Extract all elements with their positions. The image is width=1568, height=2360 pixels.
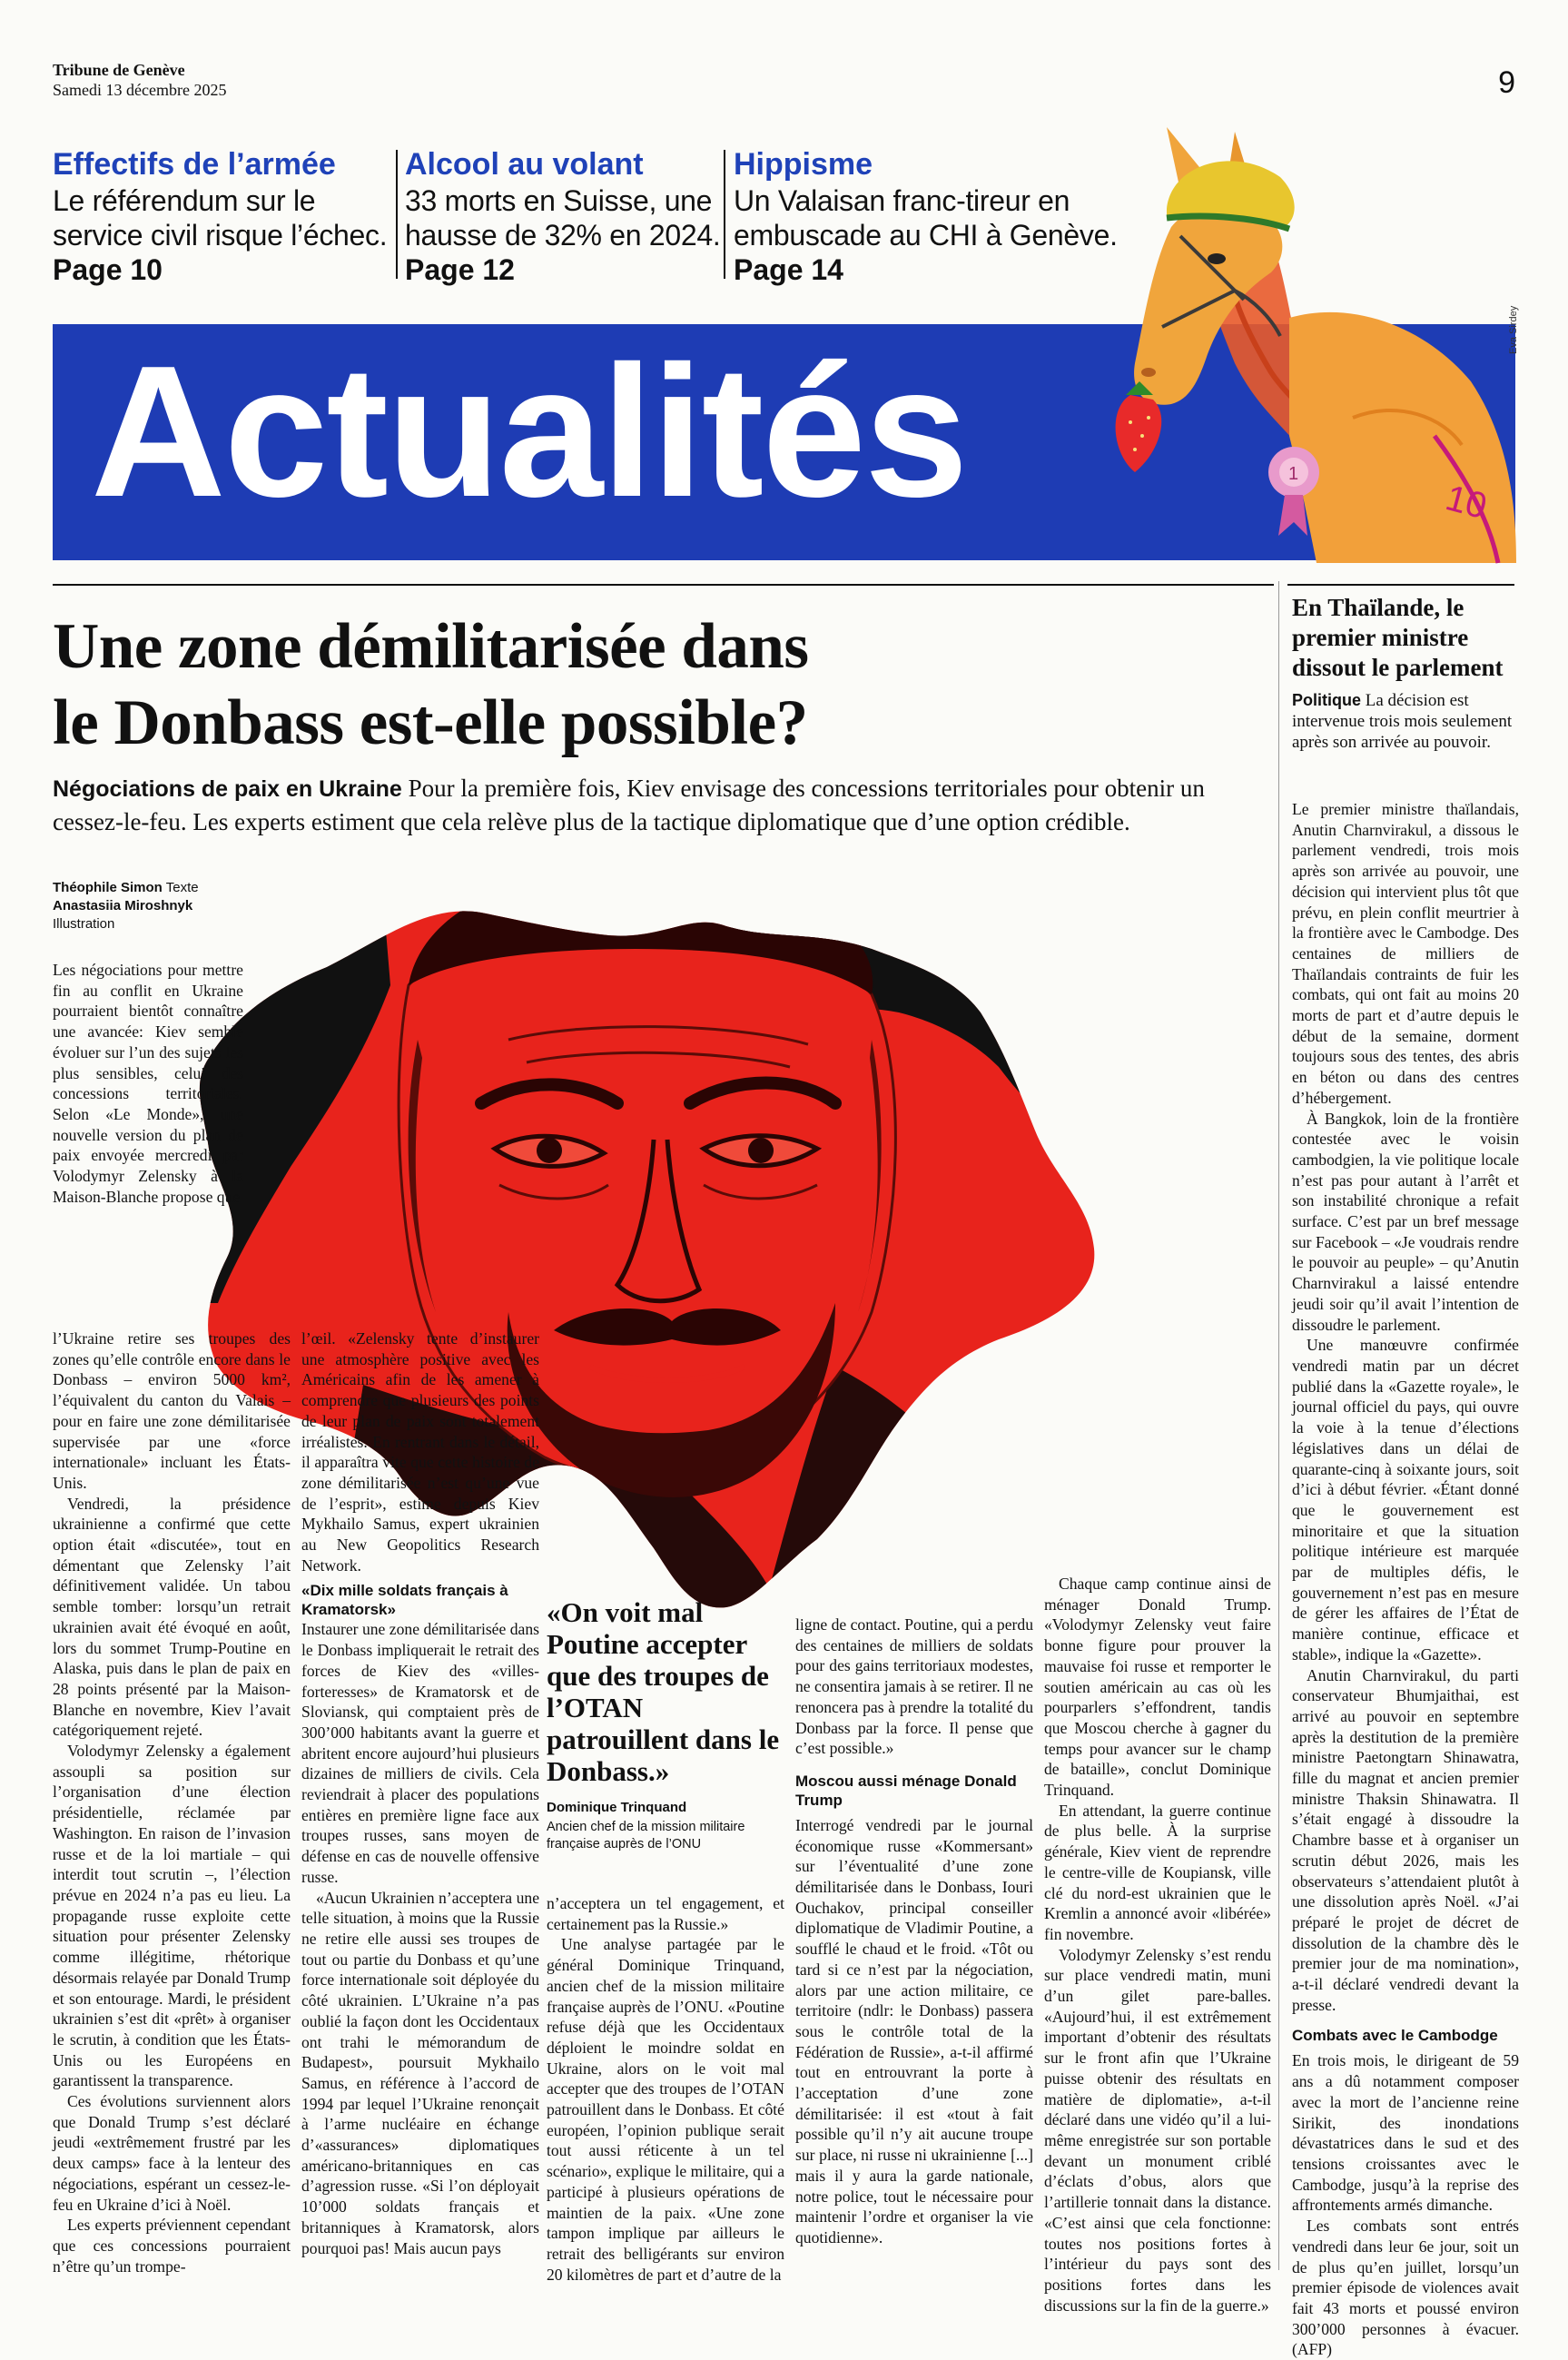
column-separator	[1278, 581, 1279, 2270]
teaser-page: Page 10	[53, 253, 163, 286]
paragraph: Une manœuvre confirmée vendredi matin par un décret publié dans la «Gazette royale», le journal officiel du pays, qui ouvre la voie à la tenue d’élections législatives dans un délai de quarante-cinq à soixante jours, soit d’ici à début février. «Étant donné que le gouvernement est minoritaire et que la situation politique intérieure est marquée par de multiples défis, le gouvernement n’est pas en mesure de gérer les affaires de l’État de manière continue, efficace et stable», indique la «Gazette».	[1292, 1336, 1519, 1664]
teaser-kicker: Effectifs de l’armée	[53, 147, 336, 182]
article-lead	[53, 772, 1274, 838]
teaser-kicker: Hippisme	[734, 147, 873, 182]
article-headline	[53, 608, 1278, 761]
section-rule	[53, 584, 1274, 586]
article-col5	[1044, 1574, 1271, 2316]
teaser-text: Le référendum sur le service civil risque l’échec.	[53, 184, 388, 252]
article-col3	[547, 1893, 784, 2285]
lead-text: Pour la première fois, Kiev envisage des concessions territoriales pour obtenir un cessez-le-feu. Les experts estiment que cela relève plus de la tactique diplomatique que d’une option crédible.	[53, 775, 1205, 835]
section-title: Actualités	[91, 327, 967, 536]
paragraph: Volodymyr Zelensky a également assoupli sa position sur l’organisation d’une élection présidentielle, réclamée par Washington. En raison de l’invasion russe et de la loi martiale – qui interdit tout scrutin –, l’élection prévue en 2024 n’a pas eu lieu. La propagande russe exploite cette situation pour présenter Zelensky comme illégitime, rhétorique désormais relayée par Donald Trump et son entourage. Mardi, le président ukrainien s’est dit «prêt» à organiser le scrutin, à condition que les États-Unis ou les Européens en garantissent la transparence.	[53, 1742, 291, 2090]
sidebar-lead-text: La décision est intervenue trois mois seulement après son arrivée au pouvoir.	[1292, 691, 1513, 752]
pull-quote	[547, 1596, 784, 1853]
sidebar-headline: En Thaïlande, le premier ministre dissout le parlement	[1292, 594, 1504, 681]
teaser-page: Page 14	[734, 253, 843, 286]
svg-text:10: 10	[1441, 478, 1492, 528]
horse-illustration	[1080, 91, 1519, 563]
quote-author-role: Ancien chef de la mission militaire française auprès de l’ONU	[547, 1820, 745, 1851]
quote-text: «On voit mal Poutine accepter que des troupes de l’OTAN patrouillent dans le Donbass.»	[547, 1596, 780, 1787]
paragraph: Instaurer une zone démilitarisée dans le Donbass impliquerait le retrait des forces de Kiev des «villes-forteresses» de Kramatorsk et de Sloviansk, qui comptaient près de 300’000 habitants avant la guerre et abritent encore aujourd’hui plusieurs dizaines de milliers de civils. Cela reviendrait à placer des populations entières en première ligne face aux troupes russes, sans moyen de défense en cas de nouvelle offensive russe.	[301, 1620, 539, 1886]
teaser-text: Un Valaisan franc-tireur en embuscade au CHI à Genève.	[734, 184, 1118, 252]
paragraph: Volodymyr Zelensky s’est rendu sur place vendredi matin, muni d’un gilet pare-balles. «Aujourd’hui, il est extrêmement important d’obtenir des résultats sur le front afin que l’Ukraine puisse obtenir des résultats en matière de diplomatie», a-t-il déclaré dans une vidéo qu’il a lui-même enregistrée sur son portable devant un monument criblé d’éclats d’obus, alors que l’artillerie tonnait dans la distance. «C’est ainsi que cela fonctionne: toutes nos positions fortes à l’intérieur du pays sont des positions fortes dans les discussions sur la fin de la guerre.»	[1044, 1945, 1271, 2315]
teaser-page: Page 12	[405, 253, 515, 286]
paragraph: l’œil. «Zelensky tente d’instaurer une atmosphère positive avec les Américains afin de les amener à comprendre que plusieurs des points de leur plan de paix sont totalement irréalistes. En rentrant dans le détail, il apparaîtra vite que cette histoire de zone démilitarisée n’est qu’une vue de l’esprit», estime depuis Kiev Mykhailo Samus, expert ukrainien au New Geopolitics Research Network.	[301, 1329, 539, 1575]
author-role: Texte	[165, 880, 199, 895]
teaser-divider	[724, 150, 725, 279]
subheading: Combats avec le Cambodge	[1292, 2027, 1498, 2045]
article-col1	[53, 1328, 291, 2276]
illustration-credit: Eva Sirdey	[1508, 305, 1519, 354]
teaser-army[interactable]	[53, 145, 398, 287]
paragraph: l’Ukraine retire ses troupes des zones qu’elle contrôle encore dans le Donbass – environ 5000 km², l’équivalent du canton du Valais – pour en faire une zone démilitarisée supervisée par une «force internationale» incluant les États-Unis.	[53, 1329, 291, 1492]
teaser-text: 33 morts en Suisse, une hausse de 32% en 2024.	[405, 184, 721, 252]
lead-kicker: Négociations de paix en Ukraine	[53, 776, 402, 802]
paragraph: En attendant, la guerre continue de plus belle. À la surprise générale, Kiev vient de reprendre le centre-ville de Koupiansk, ville clé du nord-est ukrainien que le Kremlin a annoncé avoir «libérée» fin novembre.	[1044, 1801, 1271, 1943]
paragraph: «Aucun Ukrainien n’acceptera une telle situation, à moins que la Russie ne retire elle aussi ses troupes de tout ou partie du Donbass et qu’une force internationale soit déployée du côté ukrainien. L’Ukraine n’a pas oublié la façon dont les Occidentaux ont trahi le mémorandum de Budapest», poursuit Mykhailo Samus, en référence à l’accord de 1994 par lequel l’Ukraine renonçait à l’arme nucléaire en échange d’«assurances» diplomatiques américano-britanniques en cas d’agression russe. «Si l’on déployait 10’000 soldats français et britanniques à Kramatorsk, alors pourquoi pas! Mais aucun pays	[301, 1888, 539, 2257]
subheading: Moscou aussi ménage Donald Trump	[795, 1772, 1017, 1809]
teaser-divider	[396, 150, 398, 279]
paragraph: En trois mois, le dirigeant de 59 ans a dû notamment composer avec la mort de l’ancienne reine Sirikit, des inondations dévastatrices dans le sud et des tensions croissantes avec le Cambodge, jusqu’à la reprise des affrontements armés dimanche.	[1292, 2051, 1519, 2215]
paragraph: Anutin Charnvirakul, du parti conservateur Bhumjaithai, est arrivé au pouvoir en septembre après la destitution de la première ministre Paetongtarn Shinawatra, fille du magnat et ancien premier ministre Thaksin Shinawatra. Il s’était engagé à dissoudre la Chambre basse et à organiser un scrutin début 2026, mais les observateurs s’attendaient plutôt à une dissolution après Noël. «J’ai préparé le projet de décret de dissolution de la chambre dès le premier jour de ma nomination», a-t-il déclaré vendredi devant la presse.	[1292, 1665, 1519, 2014]
article-col4	[795, 1614, 1033, 2248]
illustrator-name: Anastasiia Miroshnyk	[53, 898, 193, 913]
paragraph: Vendredi, la présidence ukrainienne a confirmé que cette option était «discutée», tout en démentant que Zelensky l’ait définitivement validée. Un tabou semble tomber: lorsqu’un retrait ukrainien avait été évoqué en août, lors du sommet Trump-Poutine en Alaska, puis dans le plan de paix en 28 points présenté par la Maison-Blanche en novembre, Kiev l’avait catégoriquement rejeté.	[53, 1494, 291, 1740]
paragraph: Les combats sont entrés vendredi dans leur 6e jour, soit un de plus qu’en juillet, lorsqu’un premier épisode de violences avait fait 43 morts et poussé environ 300’000 personnes à évacuer. (AFP)	[1292, 2217, 1519, 2359]
paragraph: Interrogé vendredi par le journal économique russe «Kommersant» sur l’éventualité d’une zone démilitarisée dans le Donbass, Iouri Ouchakov, principal conseiller diplomatique de Vladimir Poutine, a soufflé le chaud et le froid. «Tôt ou tard si ce n’est par la négociation, alors par une action militaire, ce territoire (ndlr: le Donbass) passera sous le contrôle total de la Fédération de Russie», a-t-il affirmé tout en entrouvrant la porte à l’acceptation d’une zone démilitarisée: il est «tout à fait possible qu’il n’y ait aucune troupe sur place, ni russe ni ukrainienne [...] mais il y aura la garde nationale, notre police, tout le nécessaire pour maintenir l’ordre et organiser la vie quotidienne».	[795, 1815, 1033, 2246]
issue-date: Samedi 13 décembre 2025	[53, 81, 227, 99]
svg-text:1: 1	[1288, 464, 1299, 484]
newspaper-name: Tribune de Genève	[53, 61, 185, 79]
paragraph: n’acceptera un tel engagement, et certainement pas la Russie.»	[547, 1894, 784, 1933]
sidebar-rule	[1287, 584, 1514, 586]
teaser-kicker: Alcool au volant	[405, 147, 644, 182]
paragraph: Une analyse partagée par le général Dominique Trinquand, ancien chef de la mission militaire française auprès de l’ONU. «Poutine refuse déjà que les Occidentaux déploient le moindre soldat en Ukraine, alors on le voit mal accepter que des troupes de l’OTAN patrouillent dans le Donbass. Et côté européen, l’opinion publique serait tout aussi réticente à un tel scénario», explique le militaire, qui a participé à plusieurs opérations de maintien de la paix. «Une zone tampon implique par ailleurs le retrait des belligérants sur environ 20 kilomètres de part et d’autre de la	[547, 1935, 784, 2284]
paragraph: Les experts préviennent cependant que ces concessions pourraient n’être qu’un trompe-	[53, 2216, 291, 2276]
headline-line-1: Une zone démilitarisée dans	[53, 611, 809, 682]
headline-line-2: le Donbass est-elle possible?	[53, 687, 808, 758]
paragraph: Chaque camp continue ainsi de ménager Donald Trump. «Volodymyr Zelensky veut faire bonne figure pour prouver la mauvaise foi russe et remporter le soutien américain au cas où les pourparlers s’effondrent, tandis que Moscou cherche à gagner du temps pour avancer sur le champ de bataille», conclut Dominique Trinquand.	[1044, 1575, 1271, 1800]
masthead	[53, 60, 226, 100]
paragraph: Le premier ministre thaïlandais, Anutin Charnvirakul, a dissous le parlement vendredi, trois mois après son arrivée au pouvoir, une décision qui intervient plus tôt que prévu, en plein conflit meurtrier à la frontière avec le Cambodge. Des centaines de milliers de Thaïlandais contraints de fuir les combats, qui ont fait au moins 20 morts de part et d’autre depuis le début de la semaine, dorment toujours sous des tentes, des abris en béton ou dans des centres d’hébergement.	[1292, 800, 1519, 1107]
teaser-alcohol[interactable]	[405, 145, 723, 287]
author-name: Théophile Simon	[53, 880, 163, 895]
paragraph: Les négociations pour mettre fin au conflit en Ukraine pourraient bientôt connaître une avancée: Kiev semble évoluer sur l’un des sujets les plus sensibles, celui des concessions territoriales. Selon «Le Monde», une nouvelle version du plan de paix envoyée mercredi par Volodymyr Zelensky à la Maison-Blanche propose que	[53, 961, 243, 1206]
sidebar-lead-kicker: Politique	[1292, 691, 1361, 709]
sidebar-lead	[1292, 690, 1519, 753]
quote-author: Dominique Trinquand	[547, 1800, 687, 1815]
page-number: 9	[1498, 65, 1515, 100]
paragraph: Ces évolutions surviennent alors que Donald Trump s’est déclaré jeudi «extrêmement frustré par les deux camps» face à la lenteur des négociations, espérant un cessez-le-feu en Ukraine d’ici à Noël.	[53, 2092, 291, 2214]
paragraph: À Bangkok, loin de la frontière contestée avec le voisin cambodgien, la vie politique locale n’est pas pour autant à l’arrêt et son instabilité chronique a refait surface. C’est par un bref message sur Facebook – «Je voudrais rendre le pouvoir au peuple» – qu’Anutin Charnvirakul a laissé entendre jeudi soir qu’il avait l’intention de dissoudre le parlement.	[1292, 1109, 1519, 1334]
subheading: «Dix mille soldats français à Kramatorsk»	[301, 1582, 508, 1619]
illustrator-role: Illustration	[53, 916, 115, 932]
article-col1-top	[53, 960, 243, 1207]
article-col2	[301, 1328, 539, 2258]
sidebar-body	[1292, 799, 1519, 2360]
paragraph: ligne de contact. Poutine, qui a perdu des centaines de milliers de soldats pour des gains territoriaux modestes, ne consentira jamais à se retirer. Il ne renoncera pas à prendre la totalité du Donbass par la force. Il pense que c’est possible.»	[795, 1615, 1033, 1758]
